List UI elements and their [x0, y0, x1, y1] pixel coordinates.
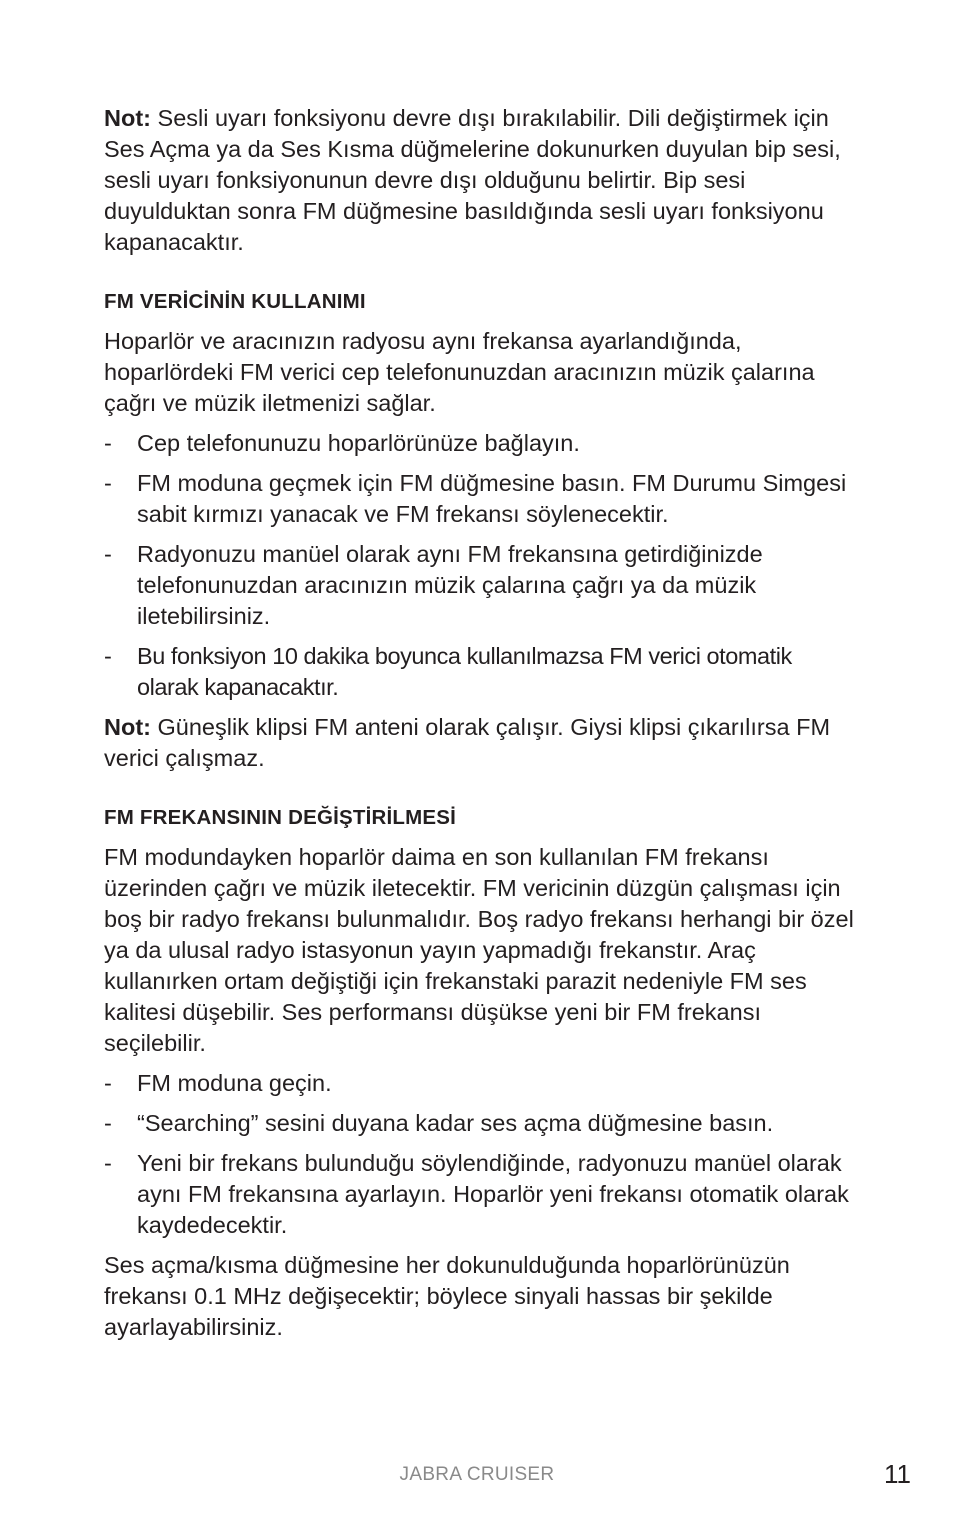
list-item — [104, 1108, 856, 1139]
dash-bullet: - — [104, 430, 112, 456]
list-item — [104, 539, 856, 632]
list-item — [104, 428, 856, 459]
dash-bullet: - — [104, 541, 112, 567]
list-item-text: FM moduna geçmek için FM düğmesine basın. FM Durumu Simgesi sabit kırmızı yanacak ve FM frekansı söylenecektir. — [137, 470, 847, 527]
list-item-text: FM moduna geçin. — [137, 1070, 332, 1096]
section-intro-fm-frequency: FM modundayken hoparlör daima en son kullanılan FM frekansı üzerinden çağrı ve müzik iletecektir. FM vericinin düzgün çalışması için boş bir radyo frekansı bulunmalıdır. Boş radyo frekansı herhangi bir özel ya da ulusal radyo istasyonun yayın yapmadığı frekanstır. Araç kullanırken ortam değiştiği için frekanstaki parazit nedeniyle FM ses kalitesi düşebilir. Ses performansı düşükse yeni bir FM frekansı seçilebilir. — [104, 844, 854, 1056]
page-number: 11 — [884, 1459, 911, 1489]
note-text: Sesli uyarı fonksiyonu devre dışı bırakılabilir. Dili değiştirmek için Ses Açma ya da Ses Kısma düğmelerine dokunurken duyulan bip sesi, sesli uyarı fonksiyonunun devre dışı olduğunu belirtir. Bip sesi duyulduktan sonra FM düğmesine basıldığında sesli uyarı fonksiyonu kapanacaktır. — [104, 105, 841, 255]
dash-bullet: - — [104, 1070, 112, 1096]
note-text: Güneşlik klipsi FM anteni olarak çalışır. Giysi klipsi çıkarılırsa FM verici çalışmaz. — [104, 714, 831, 771]
dash-bullet: - — [104, 1110, 112, 1136]
note-paragraph-voice-prompt — [104, 103, 856, 258]
note-label: Not: — [104, 105, 151, 131]
list-item-text: “Searching” sesini duyana kadar ses açma düğmesine basın. — [137, 1110, 774, 1136]
list-item-text: Bu fonksiyon 10 dakika boyunca kullanılmazsa FM verici otomatik olarak kapanacaktır. — [137, 643, 792, 700]
note-label: Not: — [104, 714, 151, 740]
page-content — [104, 103, 856, 1343]
step-list-fm-frequency — [104, 1068, 856, 1241]
list-item — [104, 468, 856, 530]
list-item — [104, 641, 856, 703]
dash-bullet: - — [104, 1150, 112, 1176]
note-paragraph-sun-visor-clip — [104, 712, 856, 774]
list-item — [104, 1068, 856, 1099]
dash-bullet: - — [104, 643, 112, 669]
list-item-text: Yeni bir frekans bulunduğu söylendiğinde, radyonuzu manüel olarak aynı FM frekansına ayarlayın. Hoparlör yeni frekansı otomatik olarak kaydedecektir. — [137, 1150, 849, 1238]
footer-brand: JABRA CRUISER — [399, 1464, 555, 1485]
list-item-text: Radyonuzu manüel olarak aynı FM frekansına getirdiğinizde telefonunuzdan aracınızın müzik çalarına çağrı ya da müzik iletebilirsiniz. — [137, 541, 763, 629]
dash-bullet: - — [104, 470, 112, 496]
section-heading-fm-frequency: FM FREKANSININ DEĞİŞTİRİLMESİ — [104, 806, 457, 829]
list-item-text: Cep telefonunuzu hoparlörünüze bağlayın. — [137, 430, 580, 456]
closing-paragraph-frequency-step: Ses açma/kısma düğmesine her dokunulduğunda hoparlörünüzün frekansı 0.1 MHz değişecektir; böylece sinyali hassas bir şekilde ayarlayabilirsiniz. — [104, 1252, 790, 1340]
step-list-fm-transmitter — [104, 428, 856, 703]
section-intro-fm-transmitter: Hoparlör ve aracınızın radyosu aynı frekansa ayarlandığında, hoparlördeki FM verici cep telefonunuzdan aracınızın müzik çalarına çağrı ve müzik iletmenizi sağlar. — [104, 328, 815, 416]
list-item — [104, 1148, 856, 1241]
section-heading-fm-transmitter: FM VERİCİNİN KULLANIMI — [104, 290, 366, 313]
